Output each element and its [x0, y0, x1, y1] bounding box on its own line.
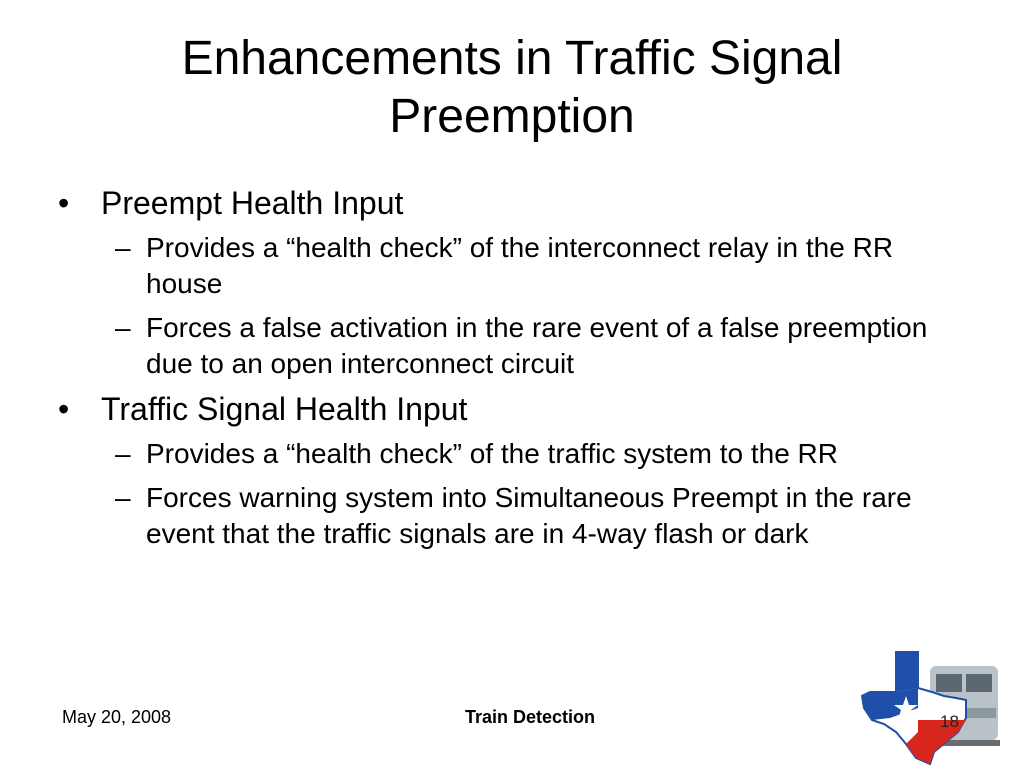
sub-bullet-item [58, 310, 968, 382]
sub-bullet-item [58, 230, 968, 302]
sub-bullet-list [58, 230, 968, 382]
dash-marker: – [115, 312, 131, 343]
bullet-item [58, 390, 968, 428]
footer-title: Train Detection [464, 707, 596, 727]
bullet-marker: • [58, 185, 70, 221]
footer-date: May 20, 2008 [62, 707, 172, 727]
bullet-text: Traffic Signal Health Input [101, 391, 468, 427]
title-line-1: Enhancements in Traffic Signal [181, 32, 843, 85]
train-window [936, 674, 962, 692]
sub-bullet-text: Provides a “health check” of the interconnect relay in the RR house [146, 232, 894, 299]
sub-bullet-text: Provides a “health check” of the traffic system to the RR [146, 438, 839, 469]
bullet-marker: • [58, 391, 70, 427]
sub-bullet-text: Forces warning system into Simultaneous Preempt in the rare event that the traffic signals are in 4-way flash or dark [146, 482, 912, 549]
dash-marker: – [115, 482, 131, 513]
title-line-2: Preemption [389, 90, 635, 143]
sub-bullet-item [58, 436, 968, 472]
slide-content [58, 184, 968, 560]
sub-bullet-item [58, 480, 968, 552]
texas-map-train-logo-icon [860, 648, 1000, 766]
sub-bullet-text: Forces a false activation in the rare event of a false preemption due to an open interconnect circuit [146, 312, 928, 379]
slide-title [40, 30, 984, 146]
bullet-item [58, 184, 968, 222]
slide-number: 18 [940, 712, 959, 731]
dash-marker: – [115, 232, 131, 263]
texas-blue [896, 652, 918, 692]
sub-bullet-list [58, 436, 968, 552]
dash-marker: – [115, 438, 131, 469]
bullet-text: Preempt Health Input [101, 185, 404, 221]
train-window [966, 674, 992, 692]
